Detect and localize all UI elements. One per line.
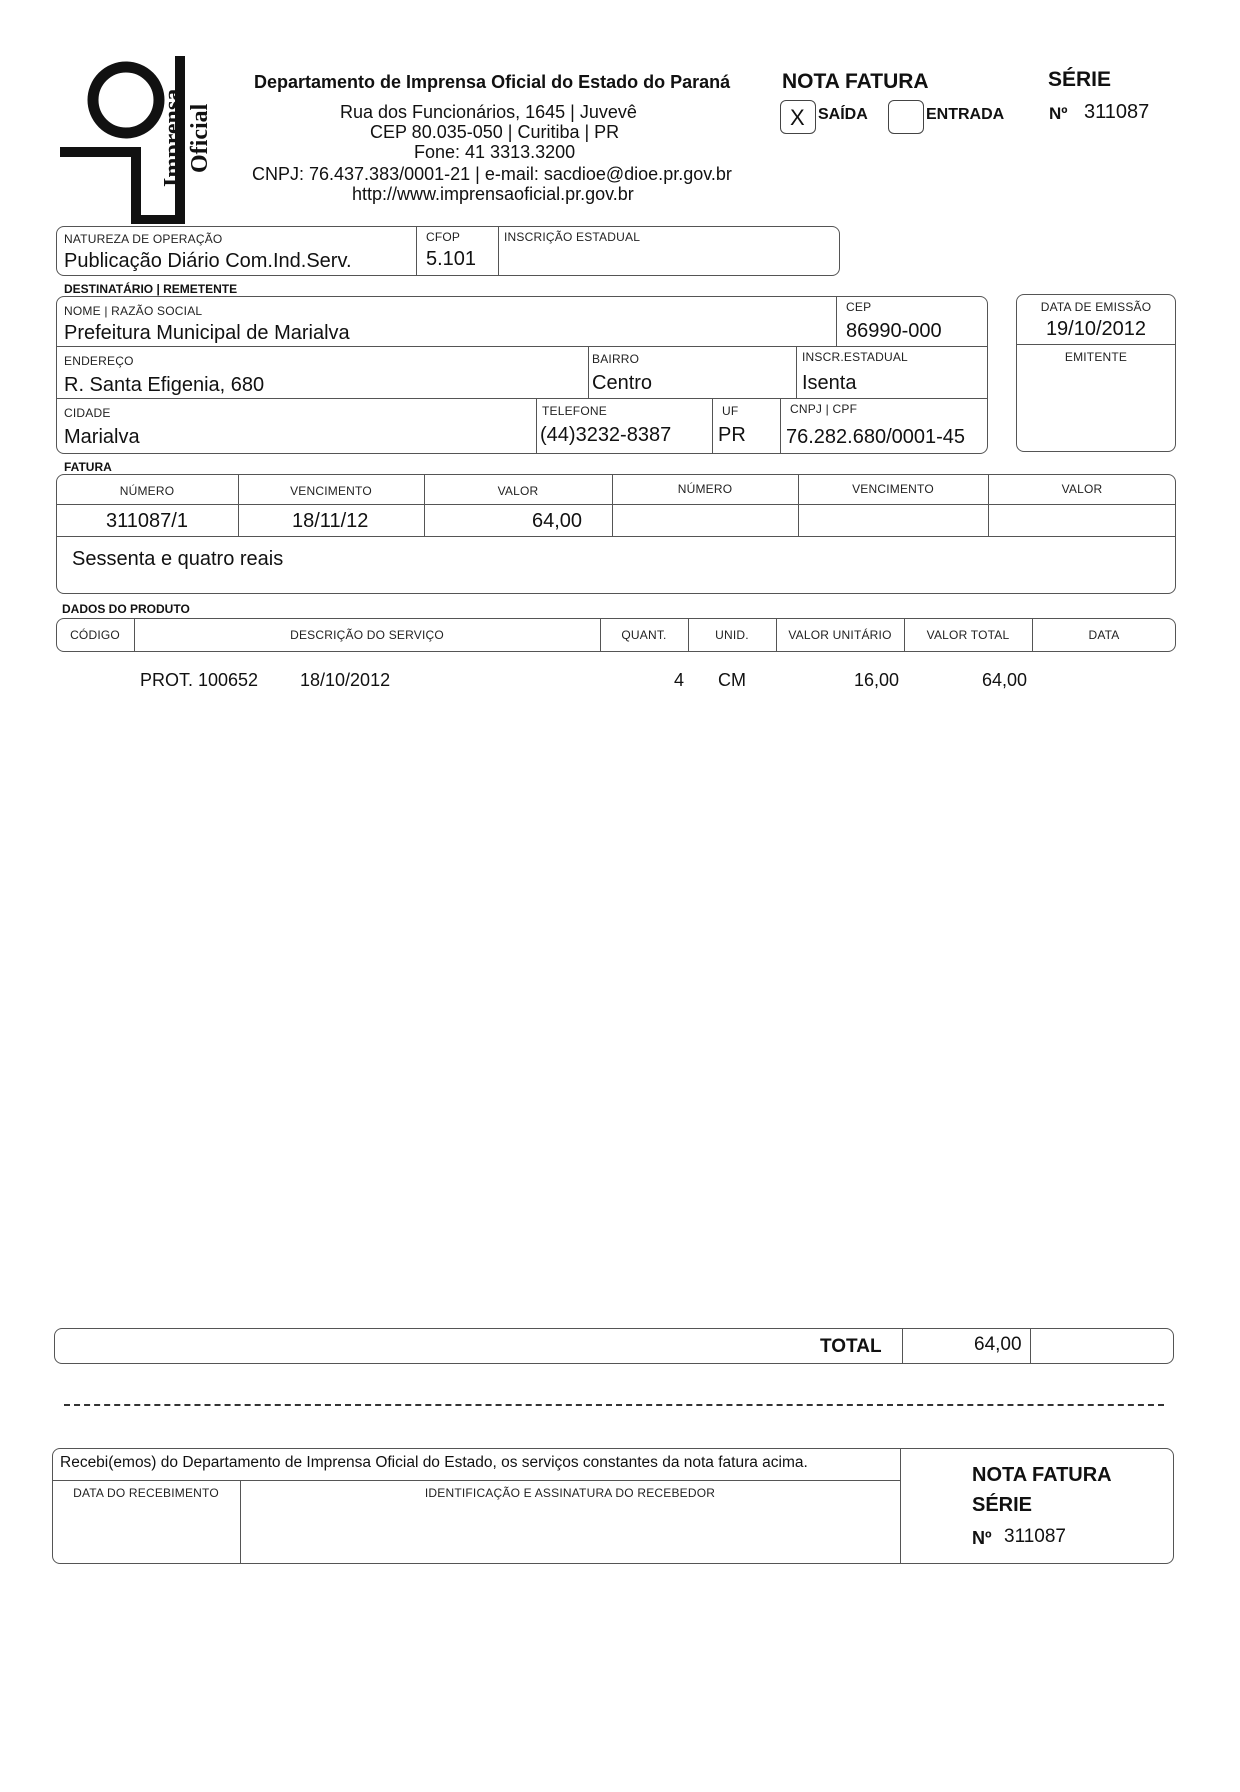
item-quant: 4 — [674, 670, 685, 690]
cidade-value: Marialva — [64, 426, 140, 448]
recibo-text: Recebi(emos) do Departamento de Imprensa Oficial do Estado, os serviços constantes da nota fatura acima. — [60, 1454, 808, 1471]
logo-text: Imprensa Oficial — [160, 88, 213, 188]
org-name: Departamento de Imprensa Oficial do Estado do Paraná — [254, 72, 731, 92]
org-address: Rua dos Funcionários, 1645 | Juvevê — [340, 102, 637, 122]
recibo-assinatura-label: IDENTIFICAÇÃO E ASSINATURA DO RECEBEDOR — [424, 1486, 716, 1500]
saida-mark: X — [790, 105, 805, 130]
destinatario-section-label: DESTINATÁRIO | REMETENTE — [64, 282, 238, 296]
nome-label: NOME | RAZÃO SOCIAL — [64, 304, 203, 318]
signature-field[interactable] — [242, 1506, 898, 1562]
natureza-value: Publicação Diário Com.Ind.Serv. — [64, 250, 352, 272]
fatura-numero-value: 311087/1 — [106, 510, 188, 532]
total-label: TOTAL — [820, 1336, 882, 1357]
entrada-checkbox — [888, 100, 924, 134]
col-descricao: DESCRIÇÃO DO SERVIÇO — [290, 628, 444, 642]
telefone-value: (44)3232-8387 — [540, 424, 672, 446]
org-cep: CEP 80.035-050 | Curitiba | PR — [370, 122, 620, 142]
bairro-label: BAIRRO — [592, 352, 640, 366]
fatura-col-vencimento-1: VENCIMENTO — [290, 484, 372, 498]
numero-value: 311087 — [1084, 101, 1150, 123]
inscr-label: INSCR.ESTADUAL — [802, 350, 908, 364]
telefone-label: TELEFONE — [542, 404, 607, 418]
cut-line — [64, 1404, 1164, 1406]
endereco-value: R. Santa Efigenia, 680 — [64, 374, 265, 396]
fatura-section-label: FATURA — [64, 460, 112, 474]
uf-value: PR — [718, 424, 746, 446]
nome-value: Prefeitura Municipal de Marialva — [64, 322, 350, 344]
logo — [56, 52, 226, 224]
produto-section-label: DADOS DO PRODUTO — [62, 602, 190, 616]
inscr-value: Isenta — [802, 372, 857, 394]
recibo-numero-value: 311087 — [1004, 1526, 1066, 1547]
fatura-col-vencimento-2: VENCIMENTO — [852, 482, 934, 496]
item-unid: CM — [718, 670, 746, 690]
date-received-field[interactable] — [54, 1506, 238, 1562]
numero-label: Nº — [1049, 104, 1068, 123]
endereco-label: ENDEREÇO — [64, 354, 134, 368]
natureza-label: NATUREZA DE OPERAÇÃO — [64, 232, 223, 246]
item-data-prot: 18/10/2012 — [300, 670, 391, 690]
doc-type-title: NOTA FATURA — [782, 70, 929, 93]
total-value: 64,00 — [974, 1334, 1022, 1355]
saida-checkbox — [780, 100, 816, 134]
cfop-label: CFOP — [426, 230, 461, 244]
recibo-numero-label: Nº — [972, 1528, 992, 1548]
emissao-value: 19/10/2012 — [1045, 318, 1147, 340]
cnpj-value: 76.282.680/0001-45 — [786, 426, 966, 448]
col-quant: QUANT. — [621, 628, 667, 642]
fatura-vencimento-value: 18/11/12 — [292, 510, 369, 532]
org-cnpj: CNPJ: 76.437.383/0001-21 | e-mail: sacdioe@dioe.pr.gov.br — [252, 164, 732, 184]
uf-label: UF — [722, 404, 739, 418]
fatura-col-valor-2: VALOR — [1061, 482, 1103, 496]
org-url: http://www.imprensaoficial.pr.gov.br — [352, 184, 634, 204]
org-phone: Fone: 41 3313.3200 — [414, 142, 576, 162]
col-unitario: VALOR UNITÁRIO — [788, 628, 892, 642]
fatura-col-numero-2: NÚMERO — [677, 482, 733, 496]
cnpj-label: CNPJ | CPF — [790, 402, 858, 416]
col-data: DATA — [1088, 628, 1120, 642]
fatura-valor-value: 64,00 — [532, 510, 583, 532]
cep-label: CEP — [846, 300, 872, 314]
saida-label: SAÍDA — [818, 106, 868, 123]
bairro-value: Centro — [592, 372, 653, 394]
entrada-label: ENTRADA — [926, 106, 1005, 123]
col-unid: UNID. — [715, 628, 749, 642]
serie-label: SÉRIE — [1048, 68, 1112, 91]
item-descricao: PROT. 100652 — [140, 670, 259, 690]
col-total: VALOR TOTAL — [926, 628, 1010, 642]
recibo-serie-label: SÉRIE — [972, 1494, 1033, 1516]
cep-value: 86990-000 — [846, 320, 942, 342]
cidade-label: CIDADE — [64, 406, 111, 420]
cfop-value: 5.101 — [426, 248, 477, 270]
fatura-col-valor-1: VALOR — [497, 484, 539, 498]
emissao-label: DATA DE EMISSÃO — [1040, 300, 1152, 314]
recibo-doc-type: NOTA FATURA — [972, 1464, 1112, 1486]
col-codigo: CÓDIGO — [70, 628, 120, 642]
item-total: 64,00 — [982, 670, 1028, 690]
fatura-extenso: Sessenta e quatro reais — [72, 548, 284, 570]
item-unitario: 16,00 — [854, 670, 900, 690]
inscricao-label: INSCRIÇÃO ESTADUAL — [504, 230, 641, 244]
recibo-data-label: DATA DO RECEBIMENTO — [73, 1486, 219, 1500]
emitente-label: EMITENTE — [1064, 350, 1128, 364]
fatura-col-numero-1: NÚMERO — [119, 484, 175, 498]
